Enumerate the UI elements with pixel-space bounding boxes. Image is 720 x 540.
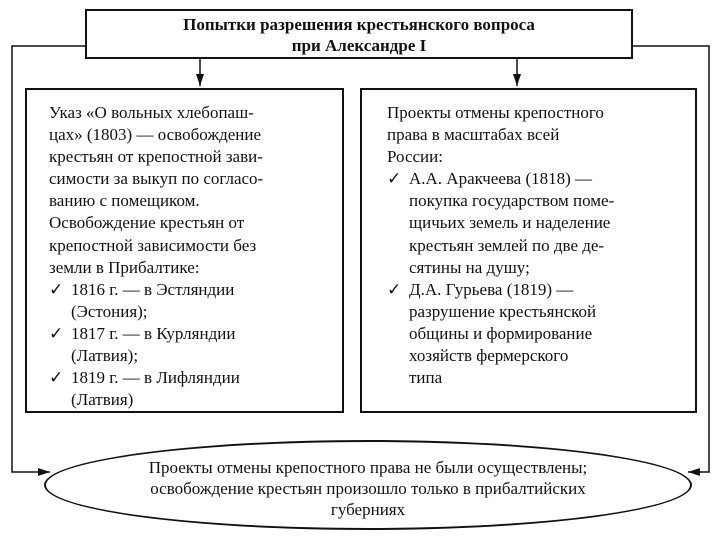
- item-text: сятины на душу;: [409, 257, 530, 277]
- item-text: типа: [409, 368, 443, 388]
- list-item: [387, 168, 695, 190]
- checkmark-icon: ✓: [387, 279, 402, 299]
- baltic-liberation-box: [25, 88, 344, 413]
- item-text: крестьян землей по две де-: [409, 235, 605, 255]
- text-line: права в масштабах всей: [387, 125, 560, 145]
- item-text: (Латвия): [71, 390, 134, 410]
- text-line: симости за выкуп по согласо-: [49, 169, 264, 189]
- list-item: [49, 367, 342, 389]
- text-line: России:: [387, 147, 443, 167]
- list-item: [49, 323, 342, 345]
- text-line: цах» (1803) — освобождение: [49, 125, 262, 145]
- list-item: [387, 279, 695, 301]
- item-text: (Латвия);: [71, 346, 139, 366]
- diagram-title: [85, 9, 633, 59]
- title-line: при Александре I: [291, 36, 427, 55]
- item-text: разрушение крестьянской: [409, 301, 597, 321]
- text-line: губерниях: [330, 500, 406, 519]
- checkmark-icon: ✓: [49, 279, 64, 299]
- text-line: крепостной зависимости без: [49, 235, 257, 255]
- item-text: покупка государством поме-: [409, 191, 615, 211]
- list-item: [49, 279, 342, 301]
- item-text: (Эстония);: [71, 301, 148, 321]
- checkmark-icon: ✓: [49, 368, 64, 388]
- checkmark-icon: ✓: [49, 323, 64, 343]
- text-line: Проекты отмены крепостного: [387, 103, 604, 122]
- text-line: земли в Прибалтике:: [49, 257, 200, 277]
- text-line: Проекты отмены крепостного права не были осуществлены;: [148, 458, 588, 477]
- text-line: крестьян от крепостной зави-: [49, 147, 263, 167]
- text-line: ванию с помещиком.: [49, 191, 200, 211]
- text-line: Указ «О вольных хлебопаш-: [49, 103, 254, 122]
- item-text: А.А. Аракчеева (1818) —: [409, 169, 593, 189]
- title-line: Попытки разрешения крестьянского вопроса: [183, 15, 535, 34]
- item-text: Д.А. Гурьева (1819) —: [409, 279, 574, 299]
- item-text: 1817 г. — в Курляндии: [71, 323, 236, 343]
- text-line: освобождение крестьян произошло только в прибалтийских: [150, 479, 586, 498]
- item-text: хозяйств фермерского: [409, 346, 569, 366]
- item-text: щичьих земель и наделение: [409, 213, 611, 233]
- item-text: общины и формирование: [409, 323, 593, 343]
- checkmark-icon: ✓: [387, 169, 402, 189]
- conclusion-ellipse: [44, 440, 692, 530]
- item-text: 1819 г. — в Лифляндии: [71, 368, 240, 388]
- russia-projects-box: [360, 88, 697, 413]
- text-line: Освобождение крестьян от: [49, 213, 245, 233]
- item-text: 1816 г. — в Эстляндии: [71, 279, 235, 299]
